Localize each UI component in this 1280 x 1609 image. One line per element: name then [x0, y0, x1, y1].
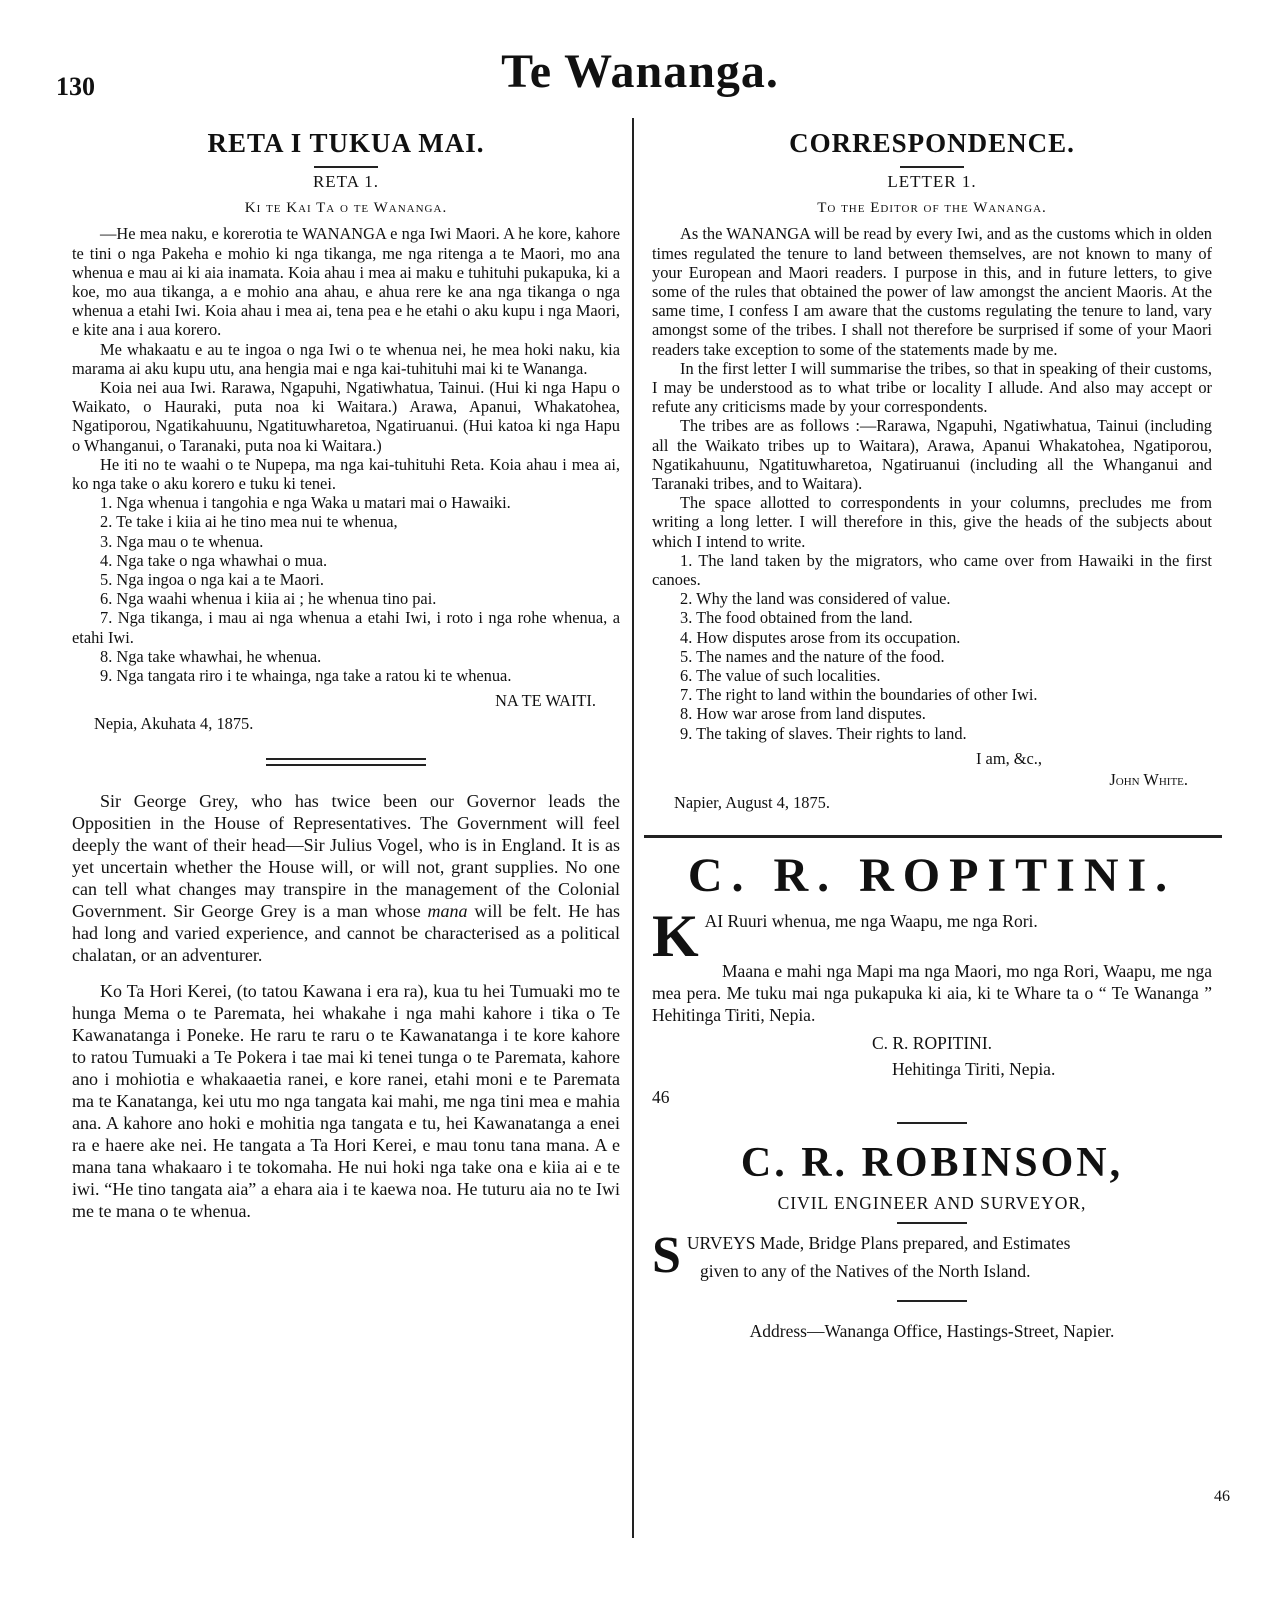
english-list-item: 3. The food obtained from the land.: [680, 608, 913, 628]
column-divider: [632, 118, 634, 1538]
news-english-text: Sir George Grey, who has twice been our Governor leads the Oppositien in the House of Representatives. The Government will feel deeply the want of their head—Sir Julius Vogel, who is in England. It is as yet uncertain whether the House will, or will not, grant supplies. No one can tell what changes may transpire in the management of the Colonial Government. Sir George Grey is a man whose: [72, 790, 620, 921]
maori-letter-salutation: Ki te Kai Ta o te Wananga.: [244, 200, 448, 217]
short-rule: [897, 1122, 967, 1124]
right-column: [652, 122, 1212, 1342]
section-rule: [644, 835, 1222, 838]
maori-letter-number: RETA 1.: [312, 172, 380, 191]
english-letter-number: LETTER 1.: [887, 172, 977, 191]
english-letter-signature: John White.: [1109, 770, 1188, 790]
maori-letter-signature: NA TE WAITI.: [495, 691, 596, 711]
short-rule: [897, 1222, 967, 1224]
english-list-item: 6. The value of such localities.: [680, 666, 881, 686]
robinson-dropcap: S: [652, 1226, 681, 1284]
maori-list-item: 5. Nga ingoa o nga kai a te Maori.: [100, 570, 324, 590]
english-letter-closing: I am, &c.,: [976, 748, 1042, 768]
correspondence-heading: CORRESPONDENCE.: [789, 128, 1075, 158]
ropitini-advertisement: [652, 848, 1212, 1108]
short-rule: [900, 166, 964, 168]
english-paragraph-3: The tribes are as follows :—Rarawa, Ngapuhi, Ngatiwhatua, Tainui (including all the Waikato tribes up to Waitara), Arawa, Apanui Whakatohea, Ngatiporou, Ngatikahuunu, Ngatituwharetoa, Ngatiruanui (including all the Whanganui and Taranaki tribes, and to Waitara).: [652, 416, 1212, 494]
robinson-ad-line2: given to any of the Natives of the North Island.: [700, 1260, 1031, 1281]
ropitini-ad-name: C. R. ROPITINI.: [871, 1032, 993, 1053]
ropitini-ad-body: [652, 902, 1212, 1108]
english-paragraph-1: As the WANANGA will be read by every Iwi, and as the customs which in olden times regulated the tenure to land between themselves, are not known to many of your European and Maori readers. I purpose in this, and in future letters, to give some of the rules that obtained the power of law amongst the ancient Maoris. At the same time, I confess I am aware that the customs regulating the tenure to land, vary amongst some of the tribes. I shall not therefore be surprised if some of your Maori readers take exception to some of the statements made by me.: [652, 224, 1212, 359]
news-english-text-end: will be felt. He has had long and varied experience, and cannot be characterised as a political chalatan, or an adventurer.: [72, 900, 621, 965]
english-list-item: 8. How war arose from land disputes.: [680, 704, 926, 724]
short-rule: [314, 166, 378, 168]
ropitini-ad-code: 46: [652, 1086, 670, 1107]
masthead-title: Te Wananga.: [501, 45, 779, 98]
double-rule: [266, 758, 426, 766]
ropitini-ad-text: Maana e mahi nga Mapi ma nga Maori, mo nga Rori, Waapu, me nga mea pera. Me tuku mai nga pukapuka ki aia, ki te Whare ta o “ Te Wananga ” Hehitinga Tiriti, Nepia.: [652, 960, 1212, 1025]
robinson-advertisement: [652, 1138, 1212, 1342]
ropitini-ad-title: C. R. ROPITINI.: [687, 848, 1177, 902]
maori-list-item: 6. Nga waahi whenua i kiia ai ; he whenua tino pai.: [100, 589, 437, 609]
news-english-paragraph: [72, 790, 620, 966]
ropitini-dropcap: K: [652, 902, 699, 969]
robinson-ad-line1: URVEYS Made, Bridge Plans prepared, and Estimates: [686, 1232, 1071, 1253]
maori-list-item: 7. Nga tikanga, i mau ai nga whenua a etahi Iwi, i roto i nga rohe whenua, a etahi Iwi.: [72, 608, 620, 647]
english-list-item: 2. Why the land was considered of value.: [680, 589, 951, 609]
robinson-ad-code: 46: [1214, 1488, 1230, 1505]
maori-list-item: 2. Te take i kiia ai he tino mea nui te whenua,: [100, 512, 398, 532]
maori-paragraph-2: Me whakaatu e au te ingoa o nga Iwi o te whenua nei, he mea hoki naku, kia marama ai aku kupu utu, ana hengia mai e nga kai-tuhituhi mai ki te Wananga.: [72, 339, 620, 378]
robinson-ad-title: C. R. ROBINSON,: [740, 1139, 1124, 1186]
english-list-item: 4. How disputes arose from its occupation.: [680, 627, 961, 647]
maori-letter-date: Nepia, Akuhata 4, 1875.: [94, 714, 254, 734]
maori-letter-heading: RETA I TUKUA MAI.: [207, 128, 485, 158]
maori-list-item: 8. Nga take whawhai, he whenua.: [100, 646, 322, 666]
maori-list-item: 3. Nga mau o te whenua.: [100, 531, 264, 551]
robinson-ad-subtitle: CIVIL ENGINEER AND SURVEYOR,: [777, 1192, 1087, 1213]
maori-paragraph-1: —He mea naku, e korerotia te WANANGA e nga Iwi Maori. A he kore, kahore te tini o nga Pakeha e mohio ki nga tikanga, me nga ritenga a te Maori, mo ana whenua e mau ai ki aia inamata. Koia ahau i mea ai maku e tuhituhi pukapuka, ki a koe, mo aua tikanga, a e mohio ana ahau, e ahua rere ke ana nga tikanga o nga whenua a etahi Iwi. Koia ahau i mea ai, tena pea e he etahi o aku kupu i nga Maori, e kite ana i aua korero.: [72, 224, 620, 340]
english-list-item: 7. The right to land within the boundaries of other Iwi.: [680, 685, 1038, 705]
maori-list-item: 1. Nga whenua i tangohia e nga Waka u matari mai o Hawaiki.: [100, 493, 511, 513]
maori-list-item: 4. Nga take o nga whawhai o mua.: [100, 550, 328, 570]
english-letter-salutation: To the Editor of the Wananga.: [817, 200, 1047, 217]
english-list-item: 9. The taking of slaves. Their rights to land.: [680, 723, 967, 743]
news-english-mana: mana: [427, 900, 468, 921]
english-paragraph-2: In the first letter I will summarise the tribes, so that in speaking of their customs, I may be understood as to what tribe or locality I allude. And also may accept or refute any criticisms made by your correspondents.: [652, 358, 1212, 417]
ropitini-ad-line1: AI Ruuri whenua, me nga Waapu, me nga Rori.: [704, 910, 1038, 931]
english-paragraph-4: The space allotted to correspondents in your columns, precludes me from writing a long letter. I will therefore in this, give the heads of the subjects about which I intend to write.: [652, 493, 1212, 551]
page-number: 130: [56, 72, 95, 101]
robinson-ad-body: [652, 1226, 1212, 1284]
news-maori-paragraph: Ko Ta Hori Kerei, (to tatou Kawana i era ra), kua tu hei Tumuaki mo te hunga Mema o te Paremata, hei whakahe i nga mahi kahore i tika o Te Kawanatanga i Poneke. He raru te raru o te Kawanatanga i te kore kahore to ratou Tumuaki a Te Pokera i tae mai ki tenei tunga o te Paremata, kahore ano i mohiotia e whakaaetia ranei, e kore ranei, etahi moni e te Paremata ma te Kanatanga, kei utu mo nga tangata kai mahi, me nga tini mea e mahia ana. A kahore ano hoki e mohitia nga tangata e tu, hei Kawanatanga a enei ra e haere ake nei. He tangata a Ta Hori Kerei, e mau tonu tana mana. A e mana tana whakaaro i te tokomaha. He nui hoki nga take ona e kiia ai e te iwi. “He tino tangata aia” a ehara aia i te kaewa noa. He tuturu aia no te Iwi me te mana o te whenua.: [72, 980, 620, 1221]
maori-list-item: 9. Nga tangata riro i te whainga, nga take a ratou ki te whenua.: [100, 666, 512, 686]
english-letter-date: Napier, August 4, 1875.: [674, 793, 830, 813]
english-list-item: 1. The land taken by the migrators, who came over from Hawaiki in the first canoes.: [652, 550, 1212, 590]
english-list-item: 5. The names and the nature of the food.: [680, 646, 945, 666]
maori-paragraph-3: Koia nei aua Iwi. Rarawa, Ngapuhi, Ngatiwhatua, Tainui. (Hui ki nga Hapu o Waikato, o Hauraki, puta noa ki Waitara.) Arawa, Apanui, Whakatohea, Ngatiporou, Ngatikahuunu, Ngatituwharetoa, Ngatiruanui. (Hui katoa ki nga Hapu o Whanganui, o Taranaki, puta noa ki Waitara.): [72, 378, 620, 455]
ropitini-ad-address: Hehitinga Tiriti, Nepia.: [892, 1058, 1056, 1079]
left-column: [72, 122, 620, 1222]
robinson-ad-address: Address—Wananga Office, Hastings-Street, Napier.: [749, 1320, 1115, 1341]
maori-paragraph-4: He iti no te waahi o te Nupepa, ma nga kai-tuhituhi Reta. Koia ahau i mea ai, ko nga take o aku korero e tuku ki tenei.: [72, 454, 620, 494]
short-rule: [897, 1300, 967, 1302]
